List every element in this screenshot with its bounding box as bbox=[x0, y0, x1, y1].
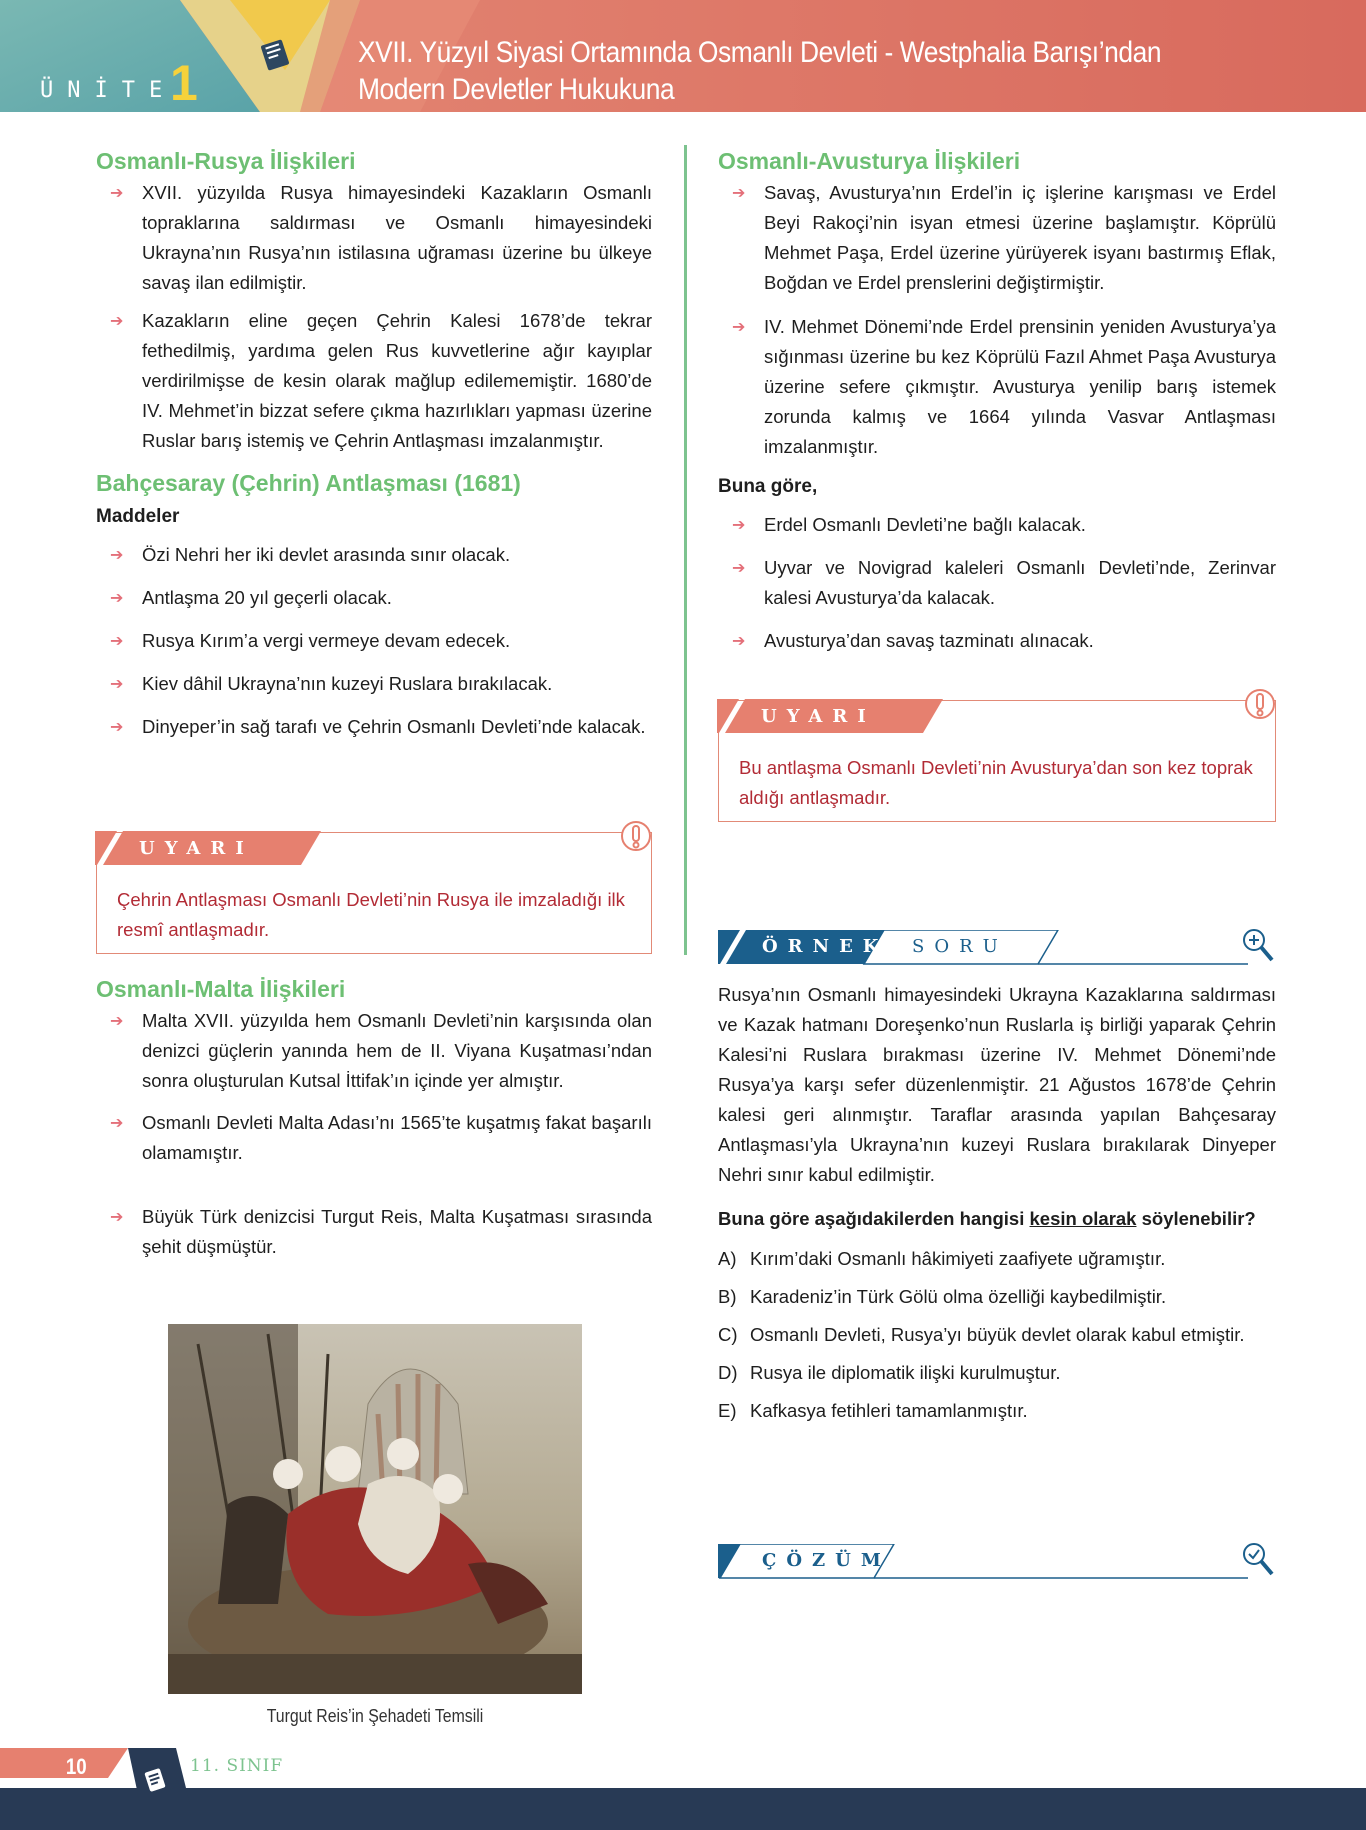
arrow-right-icon: ➔ bbox=[110, 313, 124, 330]
arrow-right-icon: ➔ bbox=[732, 319, 746, 336]
warning-box-right bbox=[718, 700, 1276, 822]
section-heading-austria: Osmanlı-Avusturya İlişkileri bbox=[718, 148, 1021, 174]
figure-caption: Turgut Reis’in Şehadeti Temsili bbox=[266, 1706, 484, 1726]
example-label-bold: ÖRNEK bbox=[762, 936, 889, 957]
answer-option-c[interactable]: C) Osmanlı Devleti, Rusya’yı büyük devlet olarak kabul etmiştir. bbox=[718, 1324, 1245, 1345]
list-item: ➔ Antlaşma 20 yıl geçerli olacak. bbox=[96, 583, 652, 613]
arrow-right-icon: ➔ bbox=[732, 517, 746, 534]
list-item: ➔ Osmanlı Devleti Malta Adası’nı 1565’te kuşatmış fakat başarılı olamamıştır. bbox=[96, 1108, 652, 1168]
warning-text: Çehrin Antlaşması Osmanlı Devleti’nin Rusya ile imzaladığı ilk resmî antlaşmadır. bbox=[117, 889, 625, 940]
turgut-reis-painting bbox=[168, 1324, 582, 1694]
arrow-right-icon: ➔ bbox=[732, 633, 746, 650]
arrow-right-icon: ➔ bbox=[110, 633, 124, 650]
example-label-light: SORU bbox=[912, 936, 1008, 957]
result-heading: Buna göre, bbox=[718, 476, 818, 497]
grade-label: 11. SINIF bbox=[190, 1756, 284, 1776]
list-item: ➔ XVII. yüzyılda Rusya himayesindeki Kazakların Osmanlı topraklarına saldırması ve Osmanlı himayesindeki Ukrayna’nın Rusya’nın istilasına uğraması üzerine bu ülkeye savaş ilan edilmiştir. bbox=[96, 178, 652, 298]
arrow-right-icon: ➔ bbox=[110, 185, 124, 202]
answer-options bbox=[718, 1244, 1276, 1426]
right-column bbox=[718, 140, 1276, 656]
arrow-right-icon: ➔ bbox=[110, 676, 124, 693]
warning-label: UYARI bbox=[139, 838, 254, 859]
list-item: ➔ Malta XVII. yüzyılda hem Osmanlı Devleti’nin karşısında olan denizci güçlerin yanında hem de II. Viyana Kuşatması’ndan sonra oluşturulan Kutsal İttifak’ın içinde yer almıştır. bbox=[96, 1006, 652, 1096]
example-question-bar bbox=[718, 930, 1276, 964]
unit-number: 1 bbox=[170, 55, 198, 111]
magnifier-plus-icon bbox=[1240, 926, 1276, 971]
vasvar-articles-list bbox=[718, 510, 1276, 656]
list-item: ➔ Savaş, Avusturya’nın Erdel’in iç işlerine karışması ve Erdel Beyi Rakoçi’nin isyan etmesi üzerine başlamıştır. Köprülü Mehmet Paşa, Erdel üzerine yürüyerek isyanı bastırmış Eflak, Boğdan ve Erdel prenslerini değiştirmiştir. bbox=[718, 178, 1276, 298]
arrow-right-icon: ➔ bbox=[110, 1013, 124, 1030]
russia-list bbox=[96, 178, 652, 456]
section-heading-bahcesaray: Bahçesaray (Çehrin) Antlaşması (1681) bbox=[96, 470, 521, 496]
page-header bbox=[0, 0, 1366, 112]
answer-option-b[interactable]: B) Karadeniz’in Türk Gölü olma özelliği kaybedilmiştir. bbox=[718, 1286, 1167, 1307]
list-item: ➔ Kazakların eline geçen Çehrin Kalesi 1678’de tekrar fethedilmiş, yardıma gelen Rus kuvvetlerine ağır kayıplar verdirilmişse de kesin olarak mağlup edilememiştir. 1680’de IV. Mehmet’in bizzat sefere çıkma hazırlıkları yapması üzerine Ruslar barış istemiş ve Çehrin Antlaşması imzalanmıştır. bbox=[96, 306, 652, 456]
answer-option-a[interactable]: A) Kırım’daki Osmanlı hâkimiyeti zaafiyete uğramıştır. bbox=[718, 1248, 1166, 1269]
exclamation-icon bbox=[619, 819, 653, 853]
list-item: ➔ Avusturya’dan savaş tazminatı alınacak. bbox=[718, 626, 1276, 656]
answer-option-d[interactable]: D) Rusya ile diplomatik ilişki kurulmuştur. bbox=[718, 1362, 1061, 1383]
exclamation-icon bbox=[1243, 687, 1277, 721]
arrow-right-icon: ➔ bbox=[732, 560, 746, 577]
unit-label: ÜNİTE bbox=[40, 78, 177, 103]
question-passage: Rusya’nın Osmanlı himayesindeki Ukrayna Kazaklarına saldırması ve Kazak hatmanı Doreşenko’nun Ruslarla iş birliği yaparak Çehrin Kalesi’ni Ruslara bırakması üzerine IV. Mehmet Dönemi’nde Rusya’ya karşı sefer düzenlenmiştir. 21 Ağustos 1678’de Çehrin kalesi geri alınmıştır. Taraflar arasında yapılan Bahçesaray Antlaşması’yla Ukrayna’nın kuzeyi Ruslara bırakılarak Dinyeper Nehri sınır kabul edilmiştir. bbox=[718, 984, 1276, 1185]
question-stem: Buna göre aşağıdakilerden hangisi kesin olarak söylenebilir? bbox=[718, 1208, 1256, 1229]
list-item: ➔ Büyük Türk denizcisi Turgut Reis, Malta Kuşatması sırasında şehit düşmüştür. bbox=[96, 1202, 652, 1262]
left-column bbox=[96, 140, 652, 742]
arrow-right-icon: ➔ bbox=[110, 590, 124, 607]
arrow-right-icon: ➔ bbox=[110, 1115, 124, 1132]
solution-label: ÇÖZÜM bbox=[762, 1550, 891, 1571]
austria-list bbox=[718, 178, 1276, 462]
list-item: ➔ Özi Nehri her iki devlet arasında sınır olacak. bbox=[96, 540, 652, 570]
answer-option-e[interactable]: E) Kafkasya fetihleri tamamlanmıştır. bbox=[718, 1400, 1028, 1421]
list-item: ➔ IV. Mehmet Dönemi’nde Erdel prensinin yeniden Avusturya’ya sığınması üzerine bu kez Köprülü Fazıl Ahmet Paşa Avusturya üzerine sefere çıkmıştır. Avusturya yenilip barış istemek zorunda kalmış ve 1664 yılında Vasvar Antlaşması imzalanmıştır. bbox=[718, 312, 1276, 462]
warning-text: Bu antlaşma Osmanlı Devleti’nin Avusturya’dan son kez toprak aldığı antlaşmadır. bbox=[739, 757, 1253, 808]
section-heading-malta: Osmanlı-Malta İlişkileri bbox=[96, 976, 346, 1002]
left-column-lower bbox=[96, 974, 652, 1262]
treaty-articles-list bbox=[96, 540, 652, 742]
section-heading-russia: Osmanlı-Rusya İlişkileri bbox=[96, 148, 356, 174]
magnifier-check-icon bbox=[1240, 1540, 1276, 1585]
arrow-right-icon: ➔ bbox=[110, 547, 124, 564]
warning-label: UYARI bbox=[761, 706, 876, 727]
solution-bar bbox=[718, 1544, 1276, 1578]
subheading-maddeler: Maddeler bbox=[96, 506, 180, 527]
arrow-right-icon: ➔ bbox=[732, 185, 746, 202]
list-item: ➔ Kiev dâhil Ukrayna’nın kuzeyi Ruslara bırakılacak. bbox=[96, 669, 652, 699]
malta-list bbox=[96, 1006, 652, 1262]
list-item: ➔ Uyvar ve Novigrad kaleleri Osmanlı Devleti’nde, Zerinvar kalesi Avusturya’da kalacak. bbox=[718, 553, 1276, 613]
list-item: ➔ Erdel Osmanlı Devleti’ne bağlı kalacak. bbox=[718, 510, 1276, 540]
arrow-right-icon: ➔ bbox=[110, 1209, 124, 1226]
warning-box-left bbox=[96, 832, 652, 954]
page-number: 10 bbox=[65, 1754, 87, 1779]
column-divider bbox=[684, 145, 687, 955]
chapter-title: XVII. Yüzyıl Siyasi Ortamında Osmanlı Devleti - Westphalia Barışı’ndan Modern Devletler Hukukuna bbox=[358, 36, 1162, 106]
list-item: ➔ Rusya Kırım’a vergi vermeye devam edecek. bbox=[96, 626, 652, 656]
example-question bbox=[718, 980, 1276, 1426]
list-item: ➔ Dinyeper’in sağ tarafı ve Çehrin Osmanlı Devleti’nde kalacak. bbox=[96, 712, 652, 742]
arrow-right-icon: ➔ bbox=[110, 719, 124, 736]
